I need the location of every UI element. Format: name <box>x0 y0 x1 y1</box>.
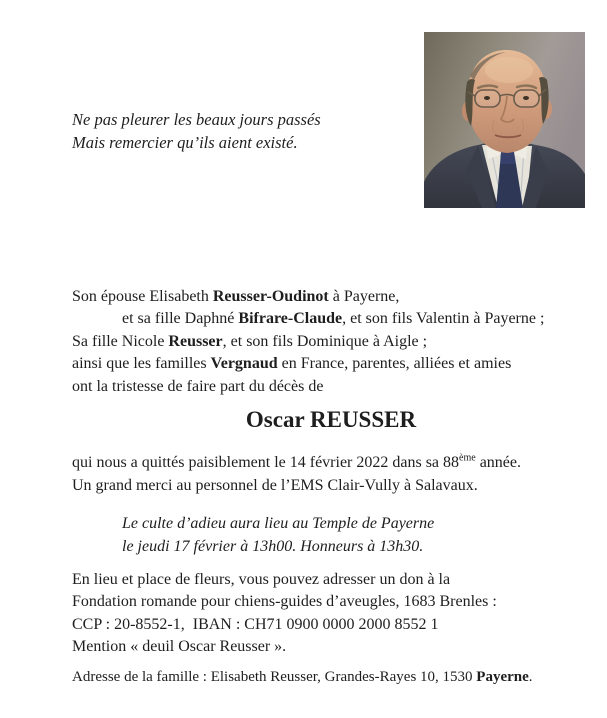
donation-line: Fondation romande pour chiens-guides d’aveugles, 1683 Brenles : <box>72 593 497 611</box>
family-address: Adresse de la famille : Elisabeth Reusser, Grandes-Rayes 10, 1530 Payerne. <box>72 669 533 685</box>
surname-bold: Bifrare-Claude <box>238 310 343 328</box>
surname-bold: Reusser <box>168 332 223 350</box>
address-city-bold: Payerne <box>476 669 529 685</box>
surname-bold: Vergnaud <box>210 355 278 373</box>
deceased-name: Oscar REUSSER <box>245 407 417 432</box>
thanks-line: Un grand merci au personnel de l’EMS Clair-Vully à Salavaux. <box>72 476 478 494</box>
family-line: Sa fille Nicole Reusser, et son fils Dominique à Aigle ; <box>72 332 428 350</box>
ceremony-line: Le culte d’adieu aura lieu au Temple de Payerne <box>122 515 435 532</box>
family-line: ont la tristesse de faire part du décès de <box>72 377 324 395</box>
family-paragraph <box>72 286 592 398</box>
donation-line: En lieu et place de fleurs, vous pouvez adresser un don à la <box>72 571 451 588</box>
death-date-line: qui nous a quittés paisiblement le 14 février 2022 dans sa 88ème année. <box>72 452 521 471</box>
donation-ccp-iban-line: CCP : 20-8552-1, IBAN : CH71 0900 0000 2000 8552 1 <box>72 615 439 633</box>
epitaph-line: Ne pas pleurer les beaux jours passés <box>72 110 321 129</box>
epitaph-line: Mais remercier qu’ils aient existé. <box>72 133 298 152</box>
surname-bold: Reusser-Oudinot <box>212 288 329 305</box>
ceremony-paragraph <box>122 513 434 558</box>
ceremony-line: le jeudi 17 février à 13h00. Honneurs à 13h30. <box>122 537 424 555</box>
portrait-photo-illustration <box>424 32 585 208</box>
ordinal-superscript: ème <box>459 452 476 464</box>
donation-paragraph <box>72 569 592 658</box>
portrait-photo <box>424 32 585 208</box>
family-line: Son épouse Elisabeth Reusser-Oudinot à Payerne, <box>72 288 400 305</box>
donation-mention-line: Mention « deuil Oscar Reusser ». <box>72 637 287 655</box>
family-line: et sa fille Daphné Bifrare-Claude, et son fils Valentin à Payerne ; <box>122 310 545 328</box>
family-line: ainsi que les familles Vergnaud en France, parentes, alliées et amies <box>72 355 512 373</box>
death-paragraph <box>72 452 592 498</box>
epitaph-quote <box>72 108 321 154</box>
